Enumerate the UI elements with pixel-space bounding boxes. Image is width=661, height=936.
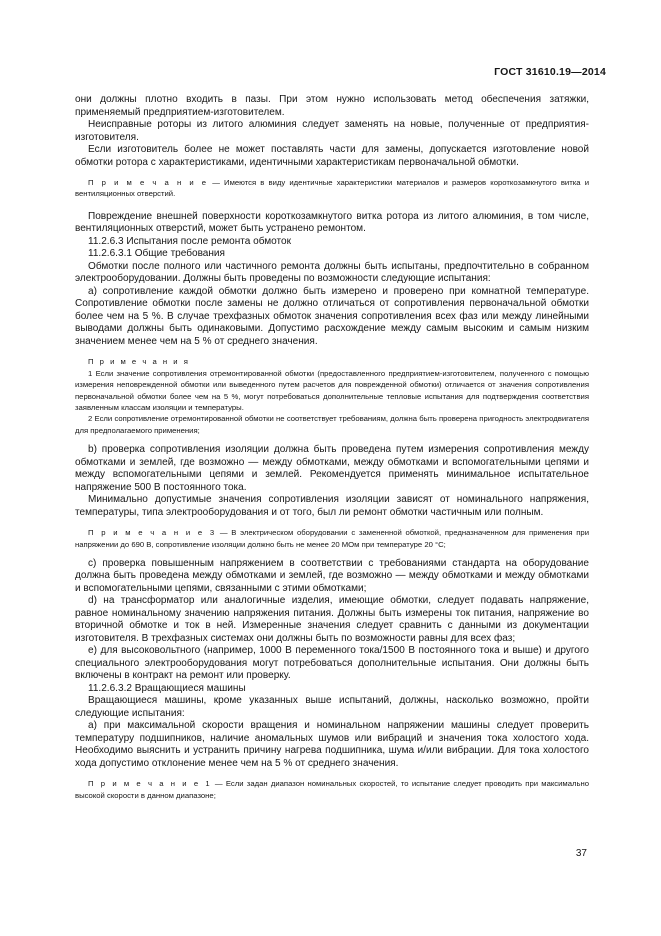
note-2-motor-suitability: 2 Если сопротивление отремонтированной обмотки не соответствует требованиям, должна быть проверена пригодность электродвигателя для предполагаемого применения; xyxy=(75,414,589,435)
notes-heading: П р и м е ч а н и я xyxy=(88,357,190,367)
paragraph-surface-damage: Повреждение внешней поверхности короткозамкнутого витка ротора из литого алюминия, в том числе, вентиляционных отверстий, может быть устранено ремонтом. xyxy=(75,210,589,235)
section-heading-general-requirements: 11.2.6.3.1 Общие требования xyxy=(88,248,225,260)
note-1-resistance-deviation: 1 Если значение сопротивления отремонтированной обмотки (предоставленного предприятием-изготовителем, полученного с помощью измерения неповрежденной обмотки или выведенного путем расчетов для поврежденной обмотки) отличается от значения сопротивления первоначальной обмотки более чем на 5 %, могут потребоваться дополнительные тепловые испытания для подтверждения соответствия заявленным классам изоляции и температуры. xyxy=(75,368,589,412)
paragraph-cast-aluminium-rotors: Неисправные роторы из литого алюминия следует заменять на новые, полученные от предприятия-изготовителя. xyxy=(75,119,589,143)
list-item-c-high-voltage: c) проверка повышенным напряжением в соответствии с требованиями стандарта на оборудование должна быть проведена между обмотками и землей, где возможно — между обмотками и между обмотками и вспомогательными цепями, связанными с этими обмотками; xyxy=(75,557,589,594)
section-heading-winding-tests: 11.2.6.3 Испытания после ремонта обмоток xyxy=(88,235,291,247)
note-identical-characteristics xyxy=(75,177,589,200)
list-item-d-transformer: d) на трансформатор или аналогичные изделия, имеющие обмотки, следует подавать напряжение, равное номинальному значению напряжения питания. Должны быть измерены ток питания, напряжение во вторичной обмотке и ток в ней. Измеренные значения следует сравнить с данными из документации изготовителя. В трехфазных системах они должны быть по возможности равны для всех фаз; xyxy=(75,595,589,644)
note-1-speed-range: П р и м е ч а н и е 1 — Если задан диапазон номинальных скоростей, то испытание следует проводить при максимально высокой скорости в данном диапазоне; xyxy=(75,779,590,800)
section-heading-rotating-machines: 11.2.6.3.2 Вращающиеся машины xyxy=(88,682,246,694)
list-item-e-high-voltage-equipment: e) для высоковольтного (например, 1000 В переменного тока/1500 В постоянного тока и выше) и другого специального электрооборудования могут потребоваться дополнительные испытания. Они должны быть включены в контракт на ремонт или проверку. xyxy=(75,645,589,682)
document-body xyxy=(75,94,589,801)
standard-code-header: ГОСТ 31610.19—2014 xyxy=(494,66,606,78)
list-item-a-resistance: a) сопротивление каждой обмотки должно быть измерено и проверено при комнатной температуре. Сопротивление обмотки после замены не должно отличаться от сопротивления первоначальной обмотки более чем на 5 %. В случае трехфазных обмоток значения сопротивления всех фаз или между линейными выводами должны быть одинаковыми. Допустимо расхождение между самым высоким и самым низким значением менее чем на 5 % от среднего значения. xyxy=(75,285,589,347)
paragraph-winding-tests-intro: Обмотки после полного или частичного ремонта должны быть испытаны, предпочтительно в собранном электрооборудовании. Должны быть проведены по возможности следующие испытания: xyxy=(75,260,589,285)
note-text: — Имеются в виду идентичные характеристики материалов и размеров короткозамкнутого витка и вентиляционных отверстий. xyxy=(75,178,589,199)
paragraph-insulation-values: Минимально допустимые значения сопротивления изоляции зависят от номинального напряжения, температуры, типа электрооборудования и от того, был ли ремонт обмотки частичным или полным. xyxy=(75,494,589,518)
page-number: 37 xyxy=(575,848,587,859)
paragraph-continuation: они должны плотно входить в пазы. При этом нужно использовать метод обеспечения затяжки, применяемый предприятием-изготовителем. xyxy=(75,94,589,118)
note-3-insulation-resistance: П р и м е ч а н и е 3 — В электрическом оборудовании с замененной обмоткой, предназначенном для применения при напряжении до 690 В, сопротивление изоляции должно быть не менее 20 МОм при температуре 20 °С; xyxy=(75,528,590,549)
list-item-a-bearings: a) при максимальной скорости вращения и номинальном напряжении машины следует проверить температуру подшипников, наличие аномальных шумов или вибраций и значения тока холостого хода. Необходимо выяснить и устранить причину нагрева подшипника, шума и/или вибрации. Для тока холостого хода допустимо отклонение менее чем на 5 % от среднего значения. xyxy=(75,720,589,769)
note-label: П р и м е ч а н и е xyxy=(88,178,209,187)
paragraph-rotating-machines-intro: Вращающиеся машины, кроме указанных выше испытаний, должны, насколько возможно, пройти следующие испытания: xyxy=(75,695,589,719)
list-item-b-insulation: b) проверка сопротивления изоляции должна быть проведена путем измерения сопротивления между обмотками и землей, где возможно — между обмотками, между обмотками и вспомогательными цепями и между вспомогательными цепями и землей. Рекомендуется применять минимальное испытательное напряжение 500 В постоянного тока. xyxy=(75,444,589,493)
paragraph-new-rotor-winding: Если изготовитель более не может поставлять части для замены, допускается изготовление новой обмотки ротора с характеристиками, идентичными характеристикам первоначальной обмотки. xyxy=(75,144,589,168)
